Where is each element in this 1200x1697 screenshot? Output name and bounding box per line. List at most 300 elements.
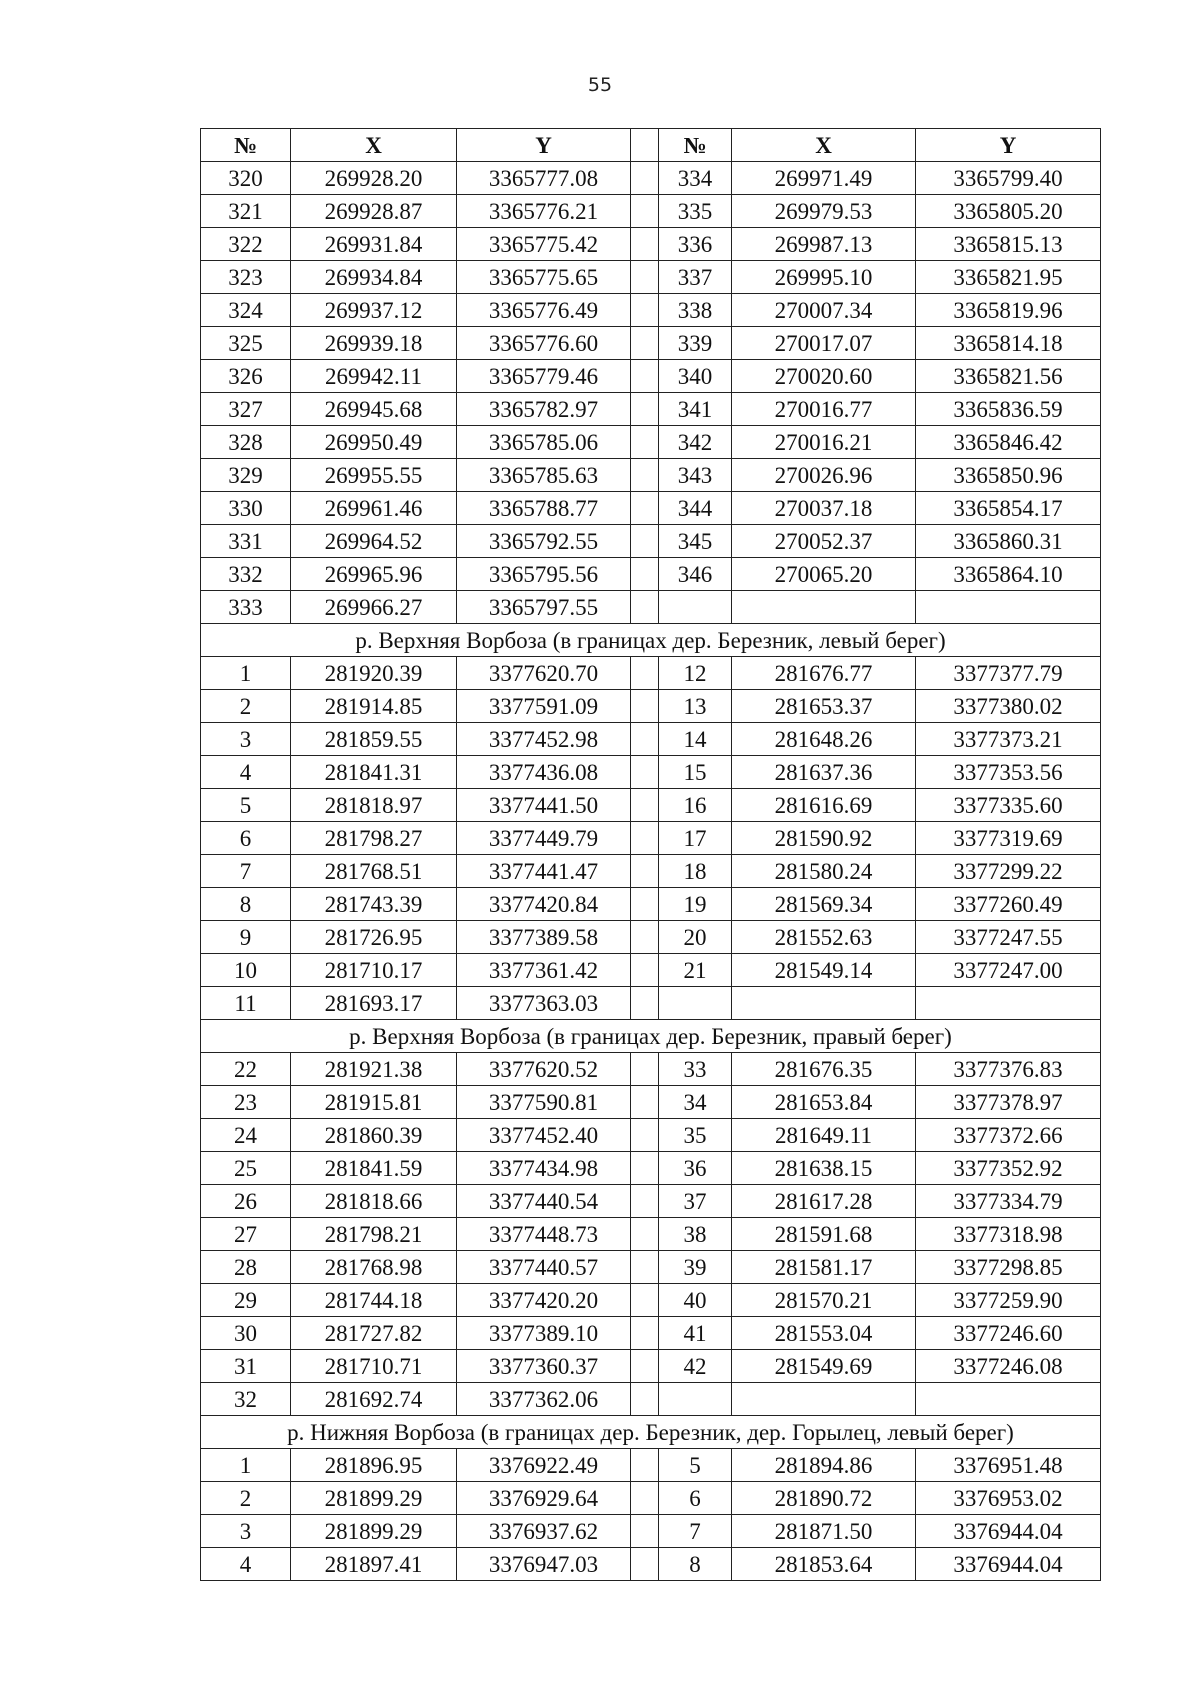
y-coordinate-right: 3365860.31 [916, 525, 1101, 558]
table-row [201, 558, 1101, 591]
separator-cell [631, 1053, 659, 1086]
x-coordinate-right [732, 591, 916, 624]
x-coordinate-right: 269971.49 [732, 162, 916, 195]
y-coordinate-left: 3365797.55 [457, 591, 631, 624]
y-coordinate-left: 3377362.06 [457, 1383, 631, 1416]
table-row [201, 162, 1101, 195]
point-number-right: 342 [659, 426, 732, 459]
point-number-left: 323 [201, 261, 291, 294]
x-coordinate-right: 281616.69 [732, 789, 916, 822]
x-coordinate-right: 281570.21 [732, 1284, 916, 1317]
y-coordinate-left: 3376922.49 [457, 1449, 631, 1482]
x-coordinate-left: 269966.27 [291, 591, 457, 624]
point-number-right: 337 [659, 261, 732, 294]
point-number-right: 343 [659, 459, 732, 492]
x-coordinate-left: 281860.39 [291, 1119, 457, 1152]
point-number-left: 328 [201, 426, 291, 459]
point-number-left: 4 [201, 756, 291, 789]
table-row [201, 1053, 1101, 1086]
separator-cell [631, 1548, 659, 1581]
x-coordinate-right: 281648.26 [732, 723, 916, 756]
header-num-right: № [659, 129, 732, 162]
x-coordinate-left: 281921.38 [291, 1053, 457, 1086]
point-number-right: 346 [659, 558, 732, 591]
point-number-left: 6 [201, 822, 291, 855]
x-coordinate-left: 281693.17 [291, 987, 457, 1020]
x-coordinate-left: 281692.74 [291, 1383, 457, 1416]
table-row [201, 1119, 1101, 1152]
point-number-left: 11 [201, 987, 291, 1020]
point-number-left: 10 [201, 954, 291, 987]
x-coordinate-left: 281859.55 [291, 723, 457, 756]
x-coordinate-right: 270020.60 [732, 360, 916, 393]
x-coordinate-left: 269931.84 [291, 228, 457, 261]
point-number-right: 7 [659, 1515, 732, 1548]
y-coordinate-right: 3377380.02 [916, 690, 1101, 723]
point-number-right: 20 [659, 921, 732, 954]
y-coordinate-right: 3377319.69 [916, 822, 1101, 855]
point-number-right [659, 987, 732, 1020]
x-coordinate-right: 281553.04 [732, 1317, 916, 1350]
point-number-left: 333 [201, 591, 291, 624]
y-coordinate-left: 3376929.64 [457, 1482, 631, 1515]
table-row [201, 756, 1101, 789]
table-row [201, 1350, 1101, 1383]
separator-cell [631, 1317, 659, 1350]
point-number-left: 27 [201, 1218, 291, 1251]
separator-cell [631, 393, 659, 426]
x-coordinate-left: 269945.68 [291, 393, 457, 426]
point-number-left: 32 [201, 1383, 291, 1416]
table-row [201, 954, 1101, 987]
table-row [201, 1251, 1101, 1284]
separator-cell [631, 1086, 659, 1119]
x-coordinate-right: 270007.34 [732, 294, 916, 327]
x-coordinate-left: 269964.52 [291, 525, 457, 558]
y-coordinate-right: 3365850.96 [916, 459, 1101, 492]
y-coordinate-left: 3365792.55 [457, 525, 631, 558]
separator-cell [631, 1152, 659, 1185]
x-coordinate-right: 281637.36 [732, 756, 916, 789]
point-number-left: 22 [201, 1053, 291, 1086]
point-number-left: 3 [201, 1515, 291, 1548]
point-number-right: 12 [659, 657, 732, 690]
y-coordinate-right: 3365864.10 [916, 558, 1101, 591]
separator-cell [631, 162, 659, 195]
point-number-right: 21 [659, 954, 732, 987]
point-number-right: 335 [659, 195, 732, 228]
x-coordinate-left: 281841.31 [291, 756, 457, 789]
section-row [201, 624, 1101, 657]
separator-cell [631, 591, 659, 624]
section-row [201, 1020, 1101, 1053]
x-coordinate-left: 281727.82 [291, 1317, 457, 1350]
x-coordinate-right: 281653.84 [732, 1086, 916, 1119]
point-number-right: 6 [659, 1482, 732, 1515]
y-coordinate-right: 3365836.59 [916, 393, 1101, 426]
separator-cell [631, 987, 659, 1020]
point-number-left: 2 [201, 690, 291, 723]
x-coordinate-left: 281768.51 [291, 855, 457, 888]
point-number-right: 8 [659, 1548, 732, 1581]
y-coordinate-right: 3377246.60 [916, 1317, 1101, 1350]
separator-cell [631, 129, 659, 162]
header-row [201, 129, 1101, 162]
x-coordinate-right: 281549.14 [732, 954, 916, 987]
table-row [201, 1383, 1101, 1416]
y-coordinate-left: 3365779.46 [457, 360, 631, 393]
y-coordinate-left: 3377440.54 [457, 1185, 631, 1218]
table-row [201, 789, 1101, 822]
table-row [201, 888, 1101, 921]
separator-cell [631, 1515, 659, 1548]
y-coordinate-left: 3376947.03 [457, 1548, 631, 1581]
separator-cell [631, 822, 659, 855]
separator-cell [631, 1218, 659, 1251]
separator-cell [631, 1383, 659, 1416]
x-coordinate-left: 269942.11 [291, 360, 457, 393]
separator-cell [631, 756, 659, 789]
x-coordinate-right: 281581.17 [732, 1251, 916, 1284]
y-coordinate-left: 3376937.62 [457, 1515, 631, 1548]
table-row [201, 360, 1101, 393]
separator-cell [631, 1449, 659, 1482]
table-row [201, 657, 1101, 690]
y-coordinate-right: 3377299.22 [916, 855, 1101, 888]
x-coordinate-left: 281818.66 [291, 1185, 457, 1218]
x-coordinate-left: 269928.20 [291, 162, 457, 195]
x-coordinate-right: 270016.77 [732, 393, 916, 426]
point-number-right: 35 [659, 1119, 732, 1152]
x-coordinate-right: 270065.20 [732, 558, 916, 591]
y-coordinate-left: 3377420.84 [457, 888, 631, 921]
y-coordinate-left: 3365777.08 [457, 162, 631, 195]
x-coordinate-right: 270017.07 [732, 327, 916, 360]
y-coordinate-right: 3377373.21 [916, 723, 1101, 756]
table-row [201, 1449, 1101, 1482]
x-coordinate-right: 281890.72 [732, 1482, 916, 1515]
separator-cell [631, 558, 659, 591]
table-row [201, 855, 1101, 888]
y-coordinate-right: 3365814.18 [916, 327, 1101, 360]
point-number-right: 336 [659, 228, 732, 261]
x-coordinate-left: 281744.18 [291, 1284, 457, 1317]
point-number-right: 19 [659, 888, 732, 921]
separator-cell [631, 1251, 659, 1284]
y-coordinate-left: 3365776.49 [457, 294, 631, 327]
point-number-left: 330 [201, 492, 291, 525]
y-coordinate-right: 3377377.79 [916, 657, 1101, 690]
separator-cell [631, 492, 659, 525]
y-coordinate-left: 3365785.63 [457, 459, 631, 492]
y-coordinate-right: 3377246.08 [916, 1350, 1101, 1383]
header-y-left: Y [457, 129, 631, 162]
separator-cell [631, 921, 659, 954]
x-coordinate-left: 281899.29 [291, 1515, 457, 1548]
point-number-left: 2 [201, 1482, 291, 1515]
separator-cell [631, 426, 659, 459]
y-coordinate-right: 3377376.83 [916, 1053, 1101, 1086]
x-coordinate-left: 281915.81 [291, 1086, 457, 1119]
table-row [201, 1482, 1101, 1515]
x-coordinate-left: 281818.97 [291, 789, 457, 822]
separator-cell [631, 723, 659, 756]
y-coordinate-left: 3377620.70 [457, 657, 631, 690]
x-coordinate-left: 281710.17 [291, 954, 457, 987]
x-coordinate-right: 281676.35 [732, 1053, 916, 1086]
x-coordinate-right: 269995.10 [732, 261, 916, 294]
table-row [201, 1317, 1101, 1350]
x-coordinate-right [732, 987, 916, 1020]
table-row [201, 492, 1101, 525]
y-coordinate-right: 3377247.55 [916, 921, 1101, 954]
x-coordinate-right: 281617.28 [732, 1185, 916, 1218]
y-coordinate-left: 3377448.73 [457, 1218, 631, 1251]
y-coordinate-right: 3377352.92 [916, 1152, 1101, 1185]
x-coordinate-right: 281853.64 [732, 1548, 916, 1581]
x-coordinate-right: 281552.63 [732, 921, 916, 954]
table-row [201, 393, 1101, 426]
table-row [201, 261, 1101, 294]
x-coordinate-left: 281841.59 [291, 1152, 457, 1185]
y-coordinate-right [916, 987, 1101, 1020]
y-coordinate-left: 3377360.37 [457, 1350, 631, 1383]
point-number-right: 39 [659, 1251, 732, 1284]
point-number-left: 29 [201, 1284, 291, 1317]
y-coordinate-left: 3377363.03 [457, 987, 631, 1020]
y-coordinate-right: 3365854.17 [916, 492, 1101, 525]
x-coordinate-right: 281653.37 [732, 690, 916, 723]
section-row [201, 1416, 1101, 1449]
point-number-left: 332 [201, 558, 291, 591]
separator-cell [631, 360, 659, 393]
point-number-left: 23 [201, 1086, 291, 1119]
table-row [201, 459, 1101, 492]
point-number-right: 18 [659, 855, 732, 888]
x-coordinate-left: 281897.41 [291, 1548, 457, 1581]
table-row [201, 1185, 1101, 1218]
y-coordinate-right: 3365821.95 [916, 261, 1101, 294]
x-coordinate-left: 269928.87 [291, 195, 457, 228]
x-coordinate-left: 269961.46 [291, 492, 457, 525]
point-number-left: 24 [201, 1119, 291, 1152]
x-coordinate-right: 281569.34 [732, 888, 916, 921]
point-number-right: 13 [659, 690, 732, 723]
point-number-left: 9 [201, 921, 291, 954]
y-coordinate-right: 3365805.20 [916, 195, 1101, 228]
y-coordinate-left: 3365775.42 [457, 228, 631, 261]
table-row [201, 1218, 1101, 1251]
coordinates-table [200, 128, 1101, 1581]
table-row [201, 822, 1101, 855]
y-coordinate-left: 3377441.47 [457, 855, 631, 888]
point-number-left: 25 [201, 1152, 291, 1185]
table-row [201, 690, 1101, 723]
table-row [201, 294, 1101, 327]
x-coordinate-left: 281896.95 [291, 1449, 457, 1482]
x-coordinate-right: 281580.24 [732, 855, 916, 888]
point-number-left: 30 [201, 1317, 291, 1350]
point-number-right: 16 [659, 789, 732, 822]
y-coordinate-left: 3377420.20 [457, 1284, 631, 1317]
y-coordinate-left: 3377452.40 [457, 1119, 631, 1152]
y-coordinate-left: 3377591.09 [457, 690, 631, 723]
table-row [201, 327, 1101, 360]
y-coordinate-left: 3377452.98 [457, 723, 631, 756]
table-row [201, 921, 1101, 954]
table-row [201, 195, 1101, 228]
x-coordinate-right [732, 1383, 916, 1416]
point-number-left: 1 [201, 657, 291, 690]
point-number-left: 331 [201, 525, 291, 558]
point-number-right: 34 [659, 1086, 732, 1119]
point-number-right: 340 [659, 360, 732, 393]
x-coordinate-left: 281914.85 [291, 690, 457, 723]
separator-cell [631, 690, 659, 723]
table-row [201, 723, 1101, 756]
point-number-right: 5 [659, 1449, 732, 1482]
point-number-left: 326 [201, 360, 291, 393]
point-number-left: 8 [201, 888, 291, 921]
separator-cell [631, 657, 659, 690]
y-coordinate-right: 3365846.42 [916, 426, 1101, 459]
y-coordinate-right: 3377259.90 [916, 1284, 1101, 1317]
y-coordinate-left: 3365785.06 [457, 426, 631, 459]
table-row [201, 987, 1101, 1020]
table-row [201, 1152, 1101, 1185]
x-coordinate-left: 269934.84 [291, 261, 457, 294]
y-coordinate-right: 3377353.56 [916, 756, 1101, 789]
point-number-left: 327 [201, 393, 291, 426]
table-row [201, 426, 1101, 459]
point-number-right: 345 [659, 525, 732, 558]
header-x-right: X [732, 129, 916, 162]
x-coordinate-right: 281590.92 [732, 822, 916, 855]
point-number-left: 322 [201, 228, 291, 261]
point-number-right: 37 [659, 1185, 732, 1218]
point-number-right: 15 [659, 756, 732, 789]
y-coordinate-left: 3377590.81 [457, 1086, 631, 1119]
y-coordinate-right: 3365815.13 [916, 228, 1101, 261]
point-number-right: 344 [659, 492, 732, 525]
table-row [201, 591, 1101, 624]
y-coordinate-left: 3377436.08 [457, 756, 631, 789]
table-row [201, 1284, 1101, 1317]
separator-cell [631, 1119, 659, 1152]
x-coordinate-right: 269987.13 [732, 228, 916, 261]
point-number-right: 338 [659, 294, 732, 327]
y-coordinate-right: 3377298.85 [916, 1251, 1101, 1284]
x-coordinate-right: 281894.86 [732, 1449, 916, 1482]
separator-cell [631, 294, 659, 327]
y-coordinate-left: 3365782.97 [457, 393, 631, 426]
y-coordinate-right: 3377372.66 [916, 1119, 1101, 1152]
point-number-left: 26 [201, 1185, 291, 1218]
y-coordinate-right: 3377334.79 [916, 1185, 1101, 1218]
point-number-left: 5 [201, 789, 291, 822]
separator-cell [631, 1284, 659, 1317]
point-number-right: 42 [659, 1350, 732, 1383]
x-coordinate-left: 269937.12 [291, 294, 457, 327]
point-number-right: 341 [659, 393, 732, 426]
point-number-left: 321 [201, 195, 291, 228]
x-coordinate-right: 270037.18 [732, 492, 916, 525]
x-coordinate-right: 281549.69 [732, 1350, 916, 1383]
x-coordinate-right: 281591.68 [732, 1218, 916, 1251]
point-number-left: 7 [201, 855, 291, 888]
y-coordinate-left: 3377361.42 [457, 954, 631, 987]
point-number-right: 17 [659, 822, 732, 855]
y-coordinate-left: 3365775.65 [457, 261, 631, 294]
separator-cell [631, 195, 659, 228]
y-coordinate-right: 3377247.00 [916, 954, 1101, 987]
separator-cell [631, 954, 659, 987]
x-coordinate-left: 281899.29 [291, 1482, 457, 1515]
y-coordinate-left: 3377389.58 [457, 921, 631, 954]
page-number: 55 [587, 74, 613, 96]
point-number-left: 320 [201, 162, 291, 195]
separator-cell [631, 459, 659, 492]
y-coordinate-right: 3376953.02 [916, 1482, 1101, 1515]
header-x-left: X [291, 129, 457, 162]
y-coordinate-right: 3365799.40 [916, 162, 1101, 195]
point-number-left: 31 [201, 1350, 291, 1383]
section-title: р. Верхняя Ворбоза (в границах дер. Березник, правый берег) [201, 1020, 1101, 1053]
x-coordinate-right: 281649.11 [732, 1119, 916, 1152]
table-row [201, 228, 1101, 261]
y-coordinate-right: 3376944.04 [916, 1548, 1101, 1581]
y-coordinate-right: 3365819.96 [916, 294, 1101, 327]
separator-cell [631, 888, 659, 921]
table-row [201, 525, 1101, 558]
y-coordinate-right [916, 591, 1101, 624]
x-coordinate-left: 281798.27 [291, 822, 457, 855]
point-number-left: 324 [201, 294, 291, 327]
y-coordinate-right: 3377318.98 [916, 1218, 1101, 1251]
x-coordinate-right: 270052.37 [732, 525, 916, 558]
point-number-left: 1 [201, 1449, 291, 1482]
x-coordinate-right: 281638.15 [732, 1152, 916, 1185]
x-coordinate-right: 270026.96 [732, 459, 916, 492]
y-coordinate-left: 3365788.77 [457, 492, 631, 525]
separator-cell [631, 855, 659, 888]
header-num-left: № [201, 129, 291, 162]
x-coordinate-right: 281676.77 [732, 657, 916, 690]
x-coordinate-left: 281726.95 [291, 921, 457, 954]
point-number-right: 14 [659, 723, 732, 756]
table-row [201, 1515, 1101, 1548]
section-title: р. Верхняя Ворбоза (в границах дер. Березник, левый берег) [201, 624, 1101, 657]
y-coordinate-left: 3365795.56 [457, 558, 631, 591]
separator-cell [631, 1482, 659, 1515]
point-number-left: 325 [201, 327, 291, 360]
point-number-right: 36 [659, 1152, 732, 1185]
x-coordinate-right: 270016.21 [732, 426, 916, 459]
separator-cell [631, 1350, 659, 1383]
x-coordinate-left: 269955.55 [291, 459, 457, 492]
table-row [201, 1086, 1101, 1119]
x-coordinate-left: 281768.98 [291, 1251, 457, 1284]
x-coordinate-left: 281798.21 [291, 1218, 457, 1251]
point-number-right: 41 [659, 1317, 732, 1350]
y-coordinate-right: 3365821.56 [916, 360, 1101, 393]
separator-cell [631, 228, 659, 261]
y-coordinate-left: 3365776.21 [457, 195, 631, 228]
x-coordinate-left: 281710.71 [291, 1350, 457, 1383]
point-number-right: 33 [659, 1053, 732, 1086]
y-coordinate-right: 3377378.97 [916, 1086, 1101, 1119]
point-number-right: 40 [659, 1284, 732, 1317]
